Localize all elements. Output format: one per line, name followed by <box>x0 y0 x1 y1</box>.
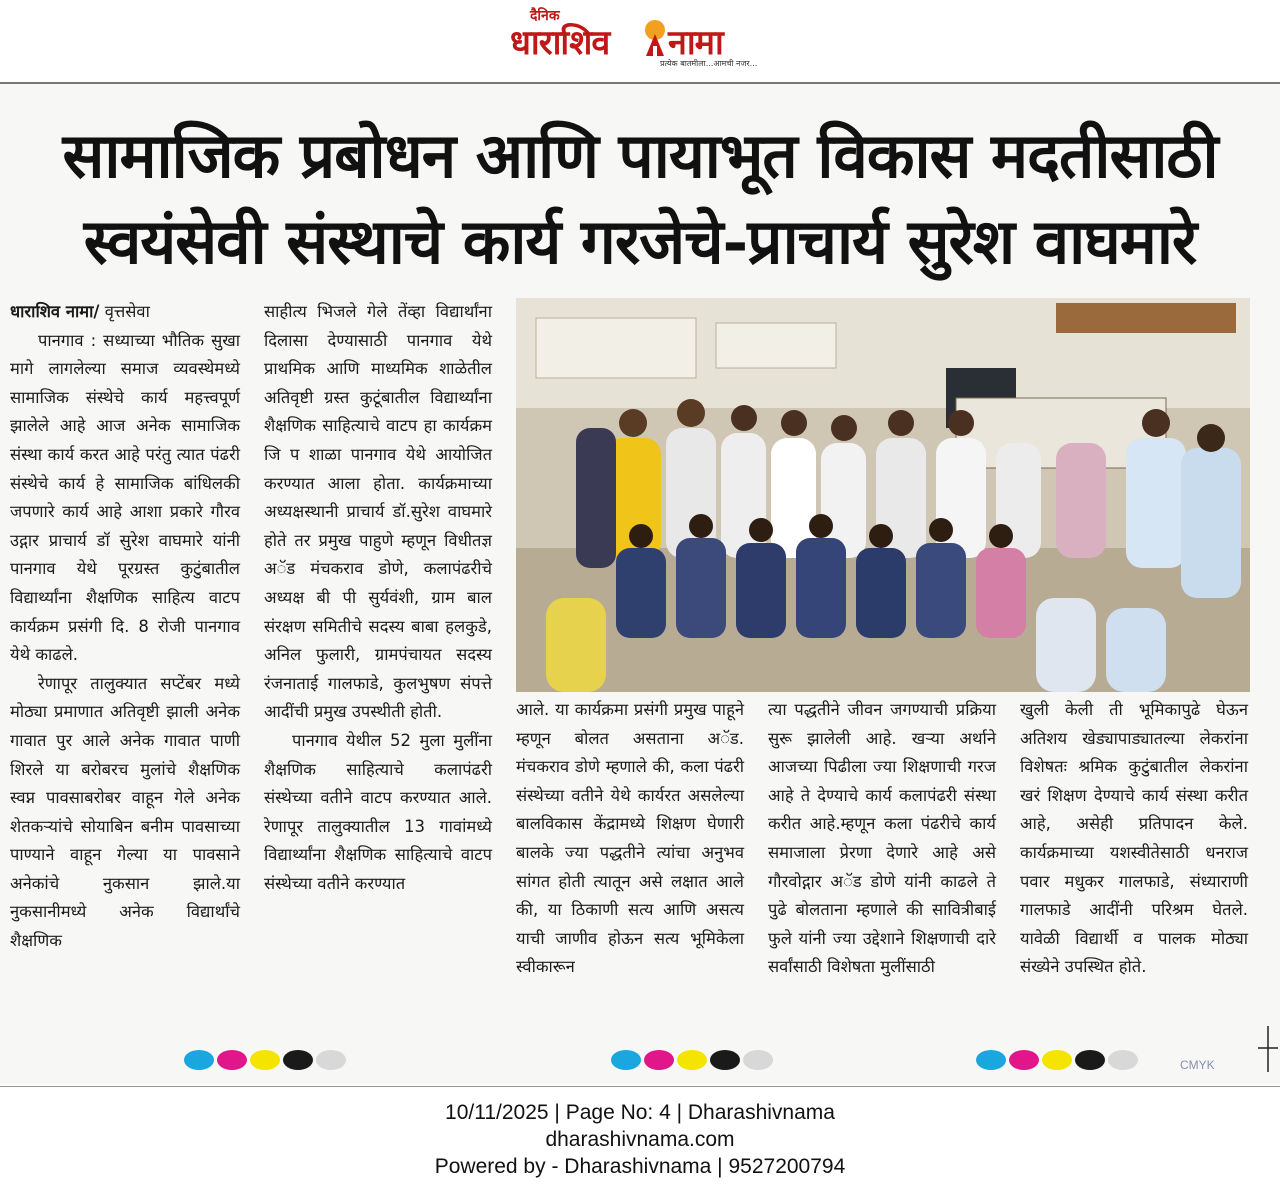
crop-mark-icon <box>1258 1026 1278 1072</box>
yellow-mark <box>677 1050 707 1070</box>
masthead <box>0 0 1280 84</box>
grey-mark <box>743 1050 773 1070</box>
newspaper-logo <box>490 6 780 76</box>
article-column-5 <box>1020 696 1248 1036</box>
magenta-mark <box>1009 1050 1039 1070</box>
article-column-4 <box>768 696 996 1036</box>
article-paragraph: साहीत्य भिजले गेले तेंव्हा विद्यार्थांना दिलासा देण्यासाठी पानगाव येथे प्राथमिक आणि माध्यमिक शाळेतील अतिवृष्टी ग्रस्त कुटूंबातील विद्यार्थ्यांना शैक्षणिक साहित्याचे वाटप हा कार्यक्रम जि प शाळा पानगाव येथे आयोजित करण्यात आला होता. कार्यक्रमाच्या अध्यक्षस्थानी प्राचार्य डॉ.सुरेश वाघमारे होते तर प्रमुख पाहुणे म्हणून विधीतज्ञ अॅड मंचकराव डोणे, कलापंढरीचे अध्यक्ष बी पी सुर्यवंशी, ग्राम बाल संरक्षण समितीचे सदस्य बाबा हलकुडे, अनिल फुलारी, ग्रामपंचायत सदस्य रंजनाताई गालफाडे, कुलभुषण संपत्ते आदींची प्रमुख उपस्थीती होती. <box>264 302 492 722</box>
grey-mark <box>1108 1050 1138 1070</box>
black-mark <box>710 1050 740 1070</box>
article-paragraph: रेणापूर तालुक्यात सप्टेंबर मध्ये मोठ्या प्रमाणात अतिवृष्टी झाली अनेक गावात पुर आले अनेक गावात पाणी शिरले या बरोबरच मुलांचे शैक्षणिक स्वप्न पावसाबरोबर वाहून गेले अनेक शेतकऱ्यांचे सोयाबिन बनीम पावसाच्या पाण्याने वाहून गेल्या या पावसाने अनेकांचे नुकसान झाले.या नुकसानीमध्ये अनेक विद्यार्थांचे शैक्षणिक <box>10 673 240 951</box>
color-registration-marks <box>184 1050 354 1070</box>
footer-date-page: 10/11/2025 | Page No: 4 | Dharashivnama <box>445 1101 835 1124</box>
headline-line-2: स्वयंसेवी संस्थाचे कार्य गरजेचे-प्राचार्य सुरेश वाघमारे <box>83 205 1197 278</box>
black-mark <box>1075 1050 1105 1070</box>
color-registration-marks <box>611 1050 781 1070</box>
footer-website[interactable]: dharashivnama.com <box>545 1128 735 1151</box>
masthead-tagline: प्रत्येक बातमीला...आमची नजर... <box>660 59 758 68</box>
article-column-3 <box>516 696 744 1036</box>
article-column-1 <box>10 298 240 1038</box>
cyan-mark <box>184 1050 214 1070</box>
black-mark <box>283 1050 313 1070</box>
masthead-daily-label: दैनिक <box>530 8 560 24</box>
page-footer <box>0 1086 1280 1200</box>
byline <box>10 298 240 327</box>
article-paragraph: पानगाव : सध्याच्या भौतिक सुखा मागे लागलेल्या समाज व्यवस्थेमध्ये सामाजिक संस्थेचे कार्य महत्त्वपूर्ण झालेले आहे आज अनेक सामाजिक संस्था कार्य करत आहे परंतु त्यात पंढरी संस्थेचे कार्य हे सामाजिक बांधिलकी जपणारे कार्य आहे आशा प्रकारे गौरव उद्गार प्राचार्य डॉ सुरेश वाघमारे यांनी पानगाव येथे पूरग्रस्त कुटुंबातील विद्यार्थ्यांना शैक्षणिक साहित्य वाटप कार्यक्रम प्रसंगी दि. 8 रोजी पानगाव येथे काढले. <box>10 330 240 665</box>
cmyk-label: CMYK <box>1180 1058 1215 1072</box>
footer-powered-by: Powered by - Dharashivnama | 9527200794 <box>434 1155 846 1178</box>
article-paragraph: पानगाव येथील 52 मुला मुलींना शैक्षणिक साहित्याचे कलापंढरी संस्थेच्या वतीने वाटप करण्यात आले. रेणापूर तालुक्यातील 13 गावांमध्ये विद्यार्थ्यांना शैक्षणिक साहित्याचे वाटप संस्थेच्या वतीने करण्यात <box>264 730 492 893</box>
students-group-photo <box>516 298 1250 692</box>
byline-service: वृत्तसेवा <box>99 302 150 321</box>
masthead-name-right: नामा <box>668 23 723 63</box>
article-paragraph: खुली केली ती भूमिकापुढे घेऊन अतिशय खेड्यापाड्यातल्या लेकरांना विशेषतः श्रमिक कुटुंबातील लेकरांना खरं शिक्षण देण्याचे कार्य संस्था करीत आहे, असेही प्रतिपादन केले. कार्यक्रमाच्या यशस्वीतेसाठी धनराज पवार मधुकर गालफाडे, संध्याराणी गालफाडे आदींनी परिश्रम घेतले. यावेळी विद्यार्थी व पालक मोठ्या संख्येने उपस्थित होते. <box>1020 700 1248 977</box>
color-registration-marks <box>976 1050 1146 1070</box>
magenta-mark <box>217 1050 247 1070</box>
article-paragraph: त्या पद्धतीने जीवन जगण्याची प्रक्रिया सुरू झालेली आहे. खऱ्या अर्थाने आजच्या पिढीला ज्या शिक्षणाची गरज आहे ते देण्याचे कार्य कलापंढरी संस्था करीत आहे.म्हणून कला पंढरीचे कार्य समाजाला प्रेरणा देणारे आहे असे गौरवोद्गार अॅड डोणे यांनी काढले ते पुढे बोलताना म्हणाले की सावित्रीबाई फुले यांनी ज्या उद्देशाने शिक्षणाची दारे सर्वांसाठी विशेषता मुलींसाठी <box>768 700 996 977</box>
grey-mark <box>316 1050 346 1070</box>
masthead-name-left: धाराशिव <box>510 23 610 63</box>
headline-line-1: सामाजिक प्रबोधन आणि पायाभूत विकास मदतीसाठी <box>62 119 1218 192</box>
magenta-mark <box>644 1050 674 1070</box>
temple-logo-icon <box>642 16 668 60</box>
article-paragraph: आले. या कार्यक्रमा प्रसंगी प्रमुख पाहूने म्हणून बोलत असताना अॅड. मंचकराव डोणे म्हणाले की, कला पंढरी संस्थेच्या वतीने येथे कार्यरत असलेल्या बालविकास केंद्रामध्ये शिक्षण घेणारी बालके ज्या पद्धतीने त्यांचा अनुभव सांगत होती त्यातून असे लक्षात आले की, या ठिकाणी सत्य आणि असत्य याची जाणीव होऊन सत्य भूमिकेला स्वीकारून <box>516 700 744 977</box>
cyan-mark <box>611 1050 641 1070</box>
event-photo <box>516 298 1250 692</box>
yellow-mark <box>1042 1050 1072 1070</box>
byline-source: धाराशिव नामा/ <box>10 302 100 321</box>
yellow-mark <box>250 1050 280 1070</box>
article-column-2 <box>264 298 492 893</box>
cyan-mark <box>976 1050 1006 1070</box>
